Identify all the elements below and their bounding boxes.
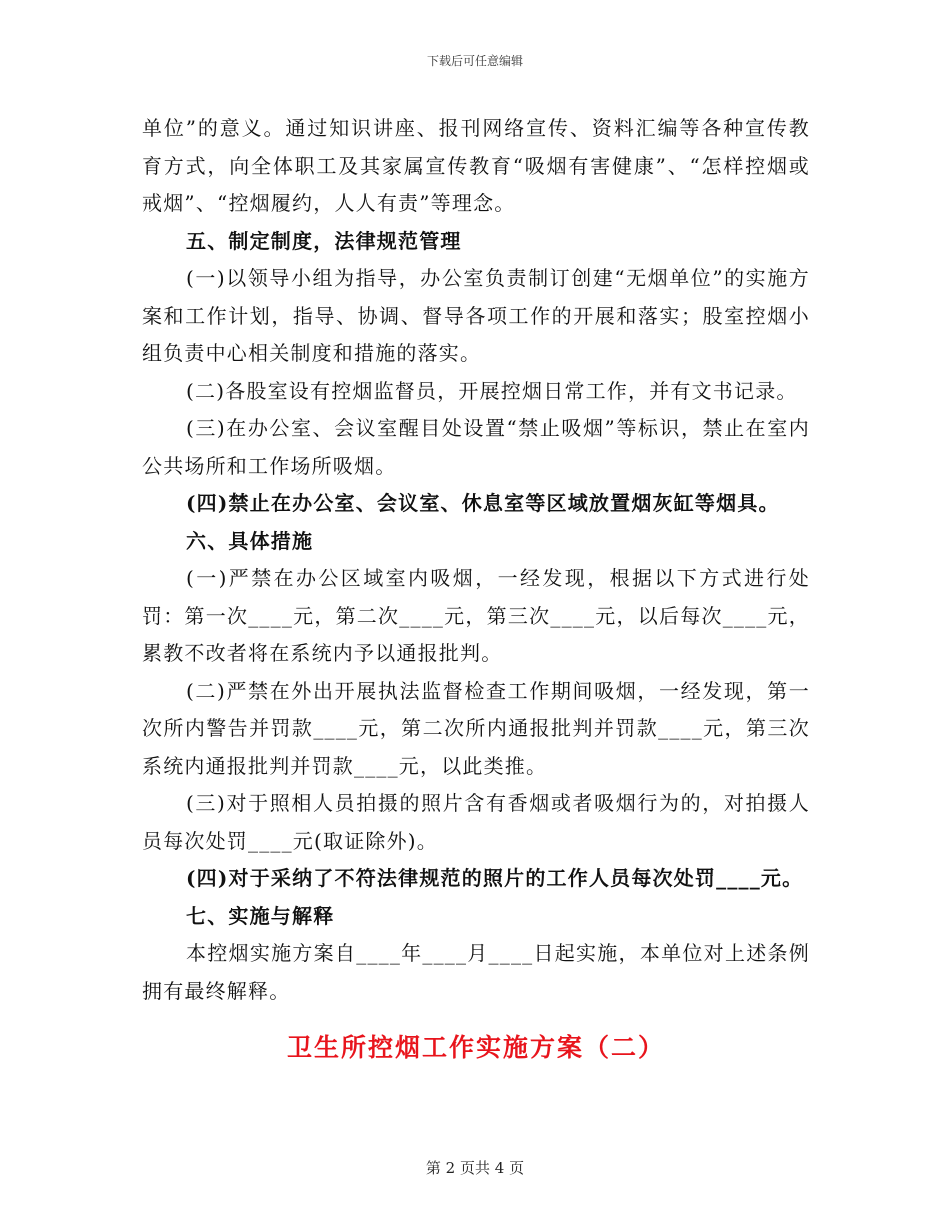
paragraph-7-1: 本控烟实施方案自____年____月____日起实施，本单位对上述条例拥有最终解释。 — [142, 941, 810, 1003]
paragraph-5-4: (四)禁止在办公室、会议室、休息室等区域放置烟灰缸等烟具。 — [186, 491, 780, 515]
paragraph-5-2: (二)各股室设有控烟监督员，开展控烟日常工作，并有文书记录。 — [186, 378, 798, 403]
document-body — [142, 110, 810, 1068]
paragraph-5-3: (三)在办公室、会议室醒目处设置“禁止吸烟”等标识，禁止在室内公共场所和工作场所吸烟。 — [142, 416, 810, 478]
page-header: 下载后可任意编辑 — [426, 54, 523, 68]
section-heading-5: 五、制定制度，法律规范管理 — [186, 228, 462, 253]
paragraph-intro-continuation: 单位”的意义。通过知识讲座、报刊网络宣传、资料汇编等各种宣传教育方式，向全体职工及其家属宣传教育“吸烟有害健康”、“怎样控烟或戒烟”、“控烟履约，人人有责”等理念。 — [142, 116, 810, 215]
paragraph-5-1: (一)以领导小组为指导，办公室负责制订创建“无烟单位”的实施方案和工作计划，指导、协调、督导各项工作的开展和落实；股室控烟小组负责中心相关制度和措施的落实。 — [142, 266, 810, 365]
paragraph-6-2: (二)严禁在外出开展执法监督检查工作期间吸烟，一经发现，第一次所内警告并罚款____元，第二次所内通报批判并罚款____元，第三次系统内通报批判并罚款____元，以此类推。 — [142, 678, 810, 778]
section-title: 卫生所控烟工作实施方案（二） — [286, 1033, 665, 1062]
section-heading-7: 七、实施与解释 — [186, 903, 335, 928]
page-footer: 第 2 页共 4 页 — [425, 1159, 525, 1177]
paragraph-6-3: (三)对于照相人员拍摄的照片含有香烟或者吸烟行为的，对拍摄人员每次处罚____元(取证除外)。 — [142, 791, 810, 853]
section-heading-6: 六、具体措施 — [186, 528, 314, 553]
paragraph-6-4: (四)对于采纳了不符法律规范的照片的工作人员每次处罚____元。 — [186, 866, 804, 890]
paragraph-6-1: (一)严禁在办公区域室内吸烟，一经发现，根据以下方式进行处罚：第一次____元，第二次____元，第三次____元，以后每次____元，累教不改者将在系统内予以通报批判。 — [142, 566, 810, 665]
